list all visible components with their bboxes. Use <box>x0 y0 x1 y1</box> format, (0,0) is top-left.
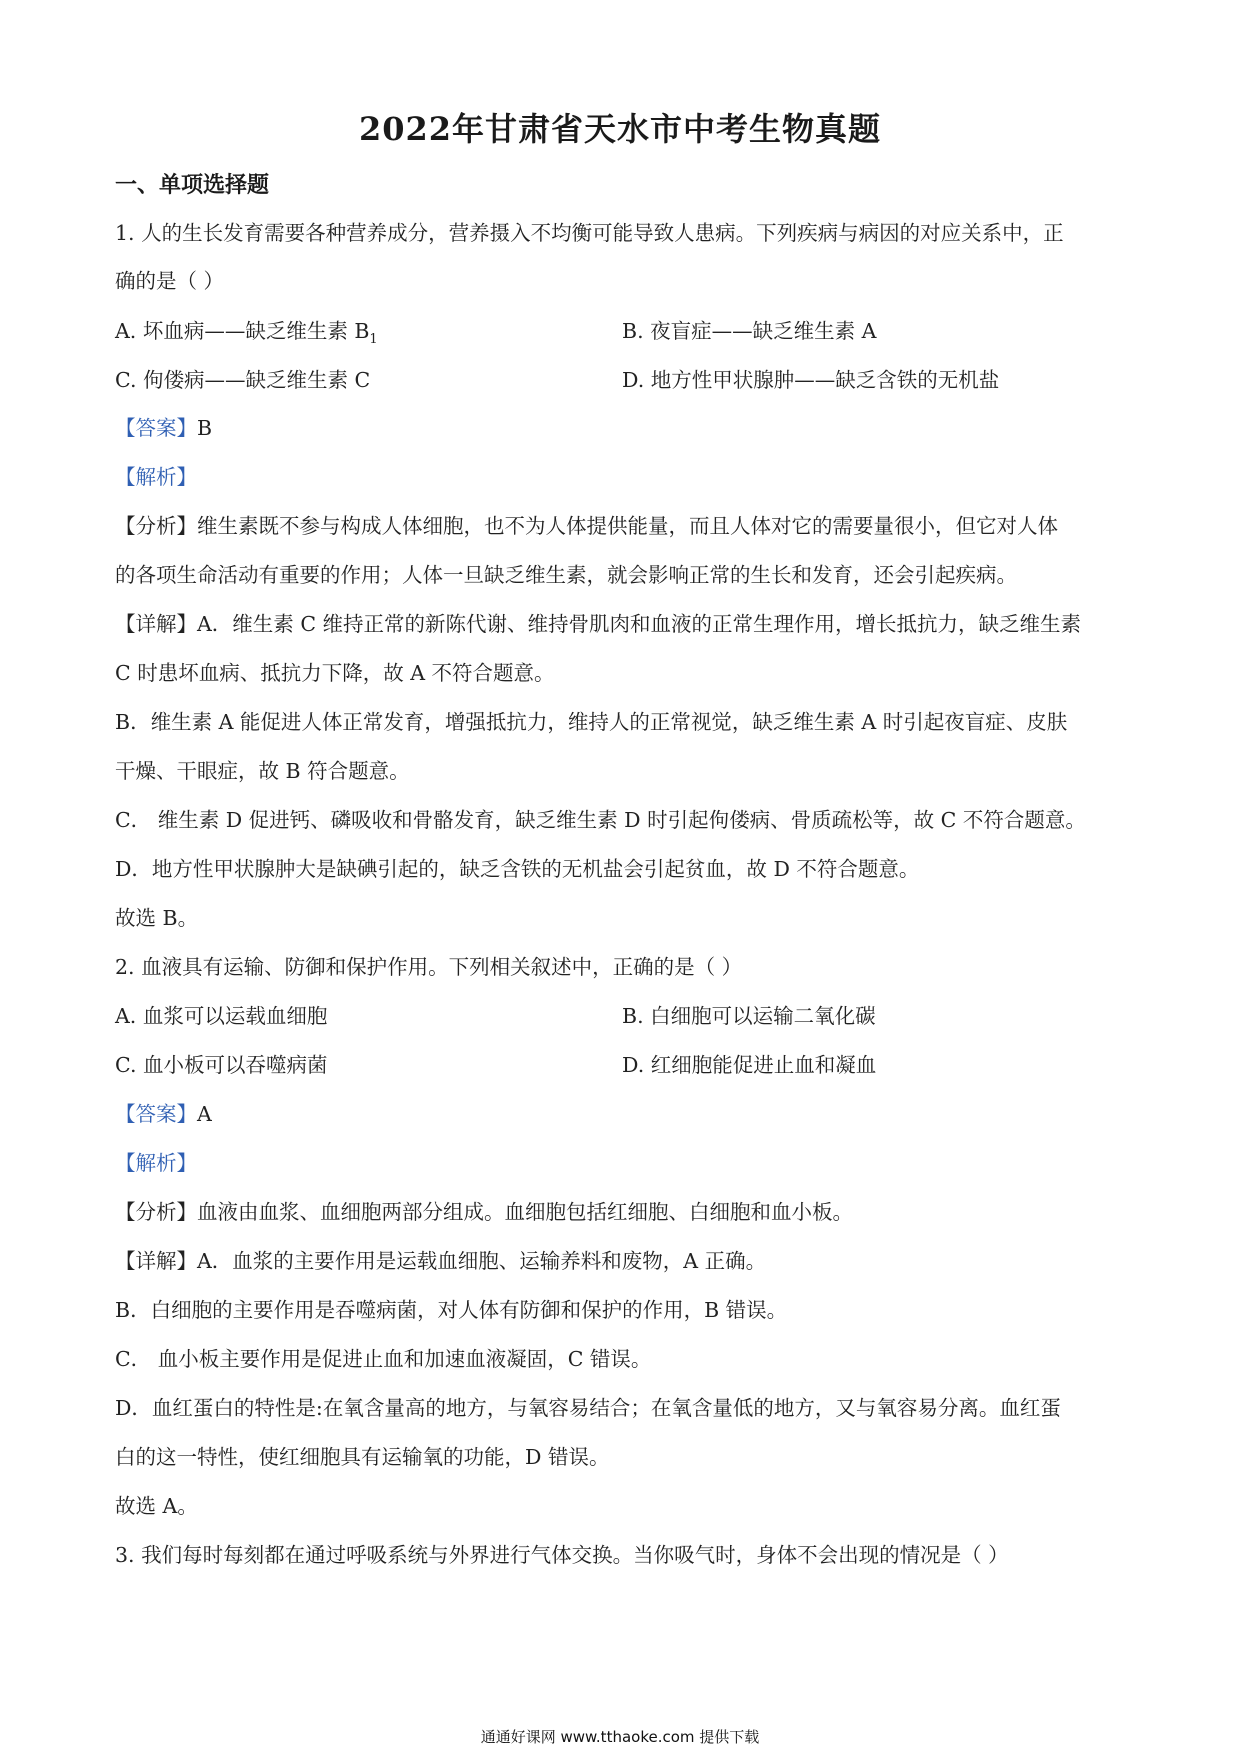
q1-conclusion: 故选 B。 <box>115 906 199 930</box>
q2-option-d: D. 红细胞能促进止血和凝血 <box>622 1053 877 1077</box>
q2-jiexi-tag: 【解析】 <box>115 1151 197 1175</box>
q1-detail-line5: C． 维生素 D 促进钙、磷吸收和骨骼发育，缺乏维生素 D 时引起佝偻病、骨质疏松等，故 C 不符合题意。 <box>115 808 1086 832</box>
q2-conclusion: 故选 A。 <box>115 1494 198 1518</box>
q1-option-b: B. 夜盲症——缺乏维生素 A <box>622 319 877 343</box>
q1-analysis-line1: 【分析】维生素既不参与构成人体细胞，也不为人体提供能量，而且人体对它的需要量很小，但它对人体 <box>115 514 1058 538</box>
q2-detail-line1: 【详解】A．血浆的主要作用是运载血细胞、运输养料和废物，A 正确。 <box>115 1249 767 1273</box>
answer-tag: 【答案】 <box>115 416 197 440</box>
q2-stem: 2. 血液具有运输、防御和保护作用。下列相关叙述中，正确的是（ ） <box>115 955 743 979</box>
q3-stem: 3. 我们每时每刻都在通过呼吸系统与外界进行气体交换。当你吸气时，身体不会出现的情况是（ ） <box>115 1543 1009 1567</box>
answer-value: B <box>197 416 213 440</box>
q2-detail-line4: D．血红蛋白的特性是:在氧含量高的地方，与氧容易结合；在氧含量低的地方，又与氧容易分离。血红蛋 <box>115 1396 1061 1420</box>
q1-detail-line6: D．地方性甲状腺肿大是缺碘引起的，缺乏含铁的无机盐会引起贫血，故 D 不符合题意。 <box>115 857 920 881</box>
page-footer: 通通好课网 www.tthaoke.com 提供下载 <box>480 1728 760 1746</box>
q1-detail-line3: B．维生素 A 能促进人体正常发育，增强抵抗力，维持人的正常视觉，缺乏维生素 A 时引起夜盲症、皮肤 <box>115 710 1068 734</box>
q1-option-a-text: A. 坏血病——缺乏维生素 B <box>115 319 370 343</box>
q1-option-a <box>115 316 378 355</box>
page-title: 2022年甘肃省天水市中考生物真题 <box>358 110 882 148</box>
q1-option-d: D. 地方性甲状腺肿——缺乏含铁的无机盐 <box>622 368 1000 392</box>
q1-detail-line1: 【详解】A．维生素 C 维持正常的新陈代谢、维持骨肌肉和血液的正常生理作用，增长抵抗力，缺乏维生素 <box>115 612 1082 636</box>
q2-analysis-line1: 【分析】血液由血浆、血细胞两部分组成。血细胞包括红细胞、白细胞和血小板。 <box>115 1200 853 1224</box>
q1-stem-line2: 确的是（ ） <box>115 269 225 293</box>
q1-answer <box>115 413 1135 443</box>
q1-option-c: C. 佝偻病——缺乏维生素 C <box>115 368 371 392</box>
q2-detail-line3: C． 血小板主要作用是促进止血和加速血液凝固，C 错误。 <box>115 1347 652 1371</box>
section-heading: 一、单项选择题 <box>115 172 270 198</box>
q2-detail-line5: 白的这一特性，使红细胞具有运输氧的功能，D 错误。 <box>115 1445 610 1469</box>
answer-tag: 【答案】 <box>115 1102 197 1126</box>
q1-option-a-subscript: 1 <box>369 332 378 348</box>
q1-jiexi-tag: 【解析】 <box>115 465 197 489</box>
q1-detail-line2: C 时患坏血病、抵抗力下降，故 A 不符合题意。 <box>115 661 555 685</box>
q2-answer <box>115 1099 1135 1129</box>
q2-option-c: C. 血小板可以吞噬病菌 <box>115 1053 328 1077</box>
q2-option-b: B. 白细胞可以运输二氧化碳 <box>622 1004 876 1028</box>
q1-detail-line4: 干燥、干眼症，故 B 符合题意。 <box>115 759 410 783</box>
q2-detail-line2: B．白细胞的主要作用是吞噬病菌，对人体有防御和保护的作用，B 错误。 <box>115 1298 788 1322</box>
q1-stem-line1: 1. 人的生长发育需要各种营养成分，营养摄入不均衡可能导致人患病。下列疾病与病因的对应关系中，正 <box>115 221 1064 245</box>
q1-analysis-line2: 的各项生命活动有重要的作用；人体一旦缺乏维生素，就会影响正常的生长和发育，还会引起疾病。 <box>115 563 1017 587</box>
answer-value: A <box>197 1102 212 1126</box>
q2-option-a: A. 血浆可以运载血细胞 <box>115 1004 328 1028</box>
